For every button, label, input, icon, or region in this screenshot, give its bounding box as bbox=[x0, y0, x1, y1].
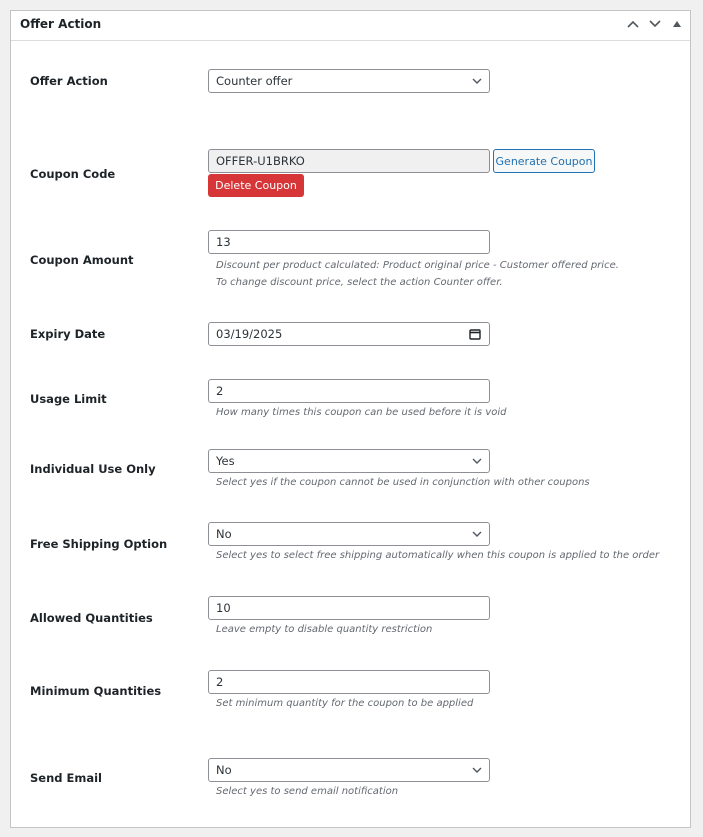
chevron-down-icon bbox=[472, 527, 482, 544]
minimum-quantities-value: 2 bbox=[216, 675, 224, 689]
individual-use-select[interactable] bbox=[208, 449, 490, 473]
panel-header bbox=[11, 11, 690, 41]
calendar-icon[interactable] bbox=[469, 328, 481, 343]
individual-use-desc: Select yes if the coupon cannot be used in conjunction with other coupons bbox=[216, 477, 590, 488]
chevron-down-icon bbox=[472, 74, 482, 91]
generate-coupon-button[interactable]: Generate Coupon bbox=[493, 149, 595, 173]
chevron-up-icon[interactable] bbox=[626, 17, 640, 31]
expiry-date-input[interactable] bbox=[208, 322, 490, 346]
coupon-amount-desc-2: To change discount price, select the action Counter offer. bbox=[216, 277, 503, 288]
coupon-code-input[interactable] bbox=[208, 149, 490, 173]
allowed-quantities-input[interactable] bbox=[208, 596, 490, 620]
coupon-amount-value: 13 bbox=[216, 235, 231, 249]
offer-action-panel bbox=[10, 10, 691, 828]
individual-use-value: Yes bbox=[216, 454, 235, 468]
delete-coupon-button[interactable]: Delete Coupon bbox=[208, 174, 304, 197]
free-shipping-select[interactable] bbox=[208, 522, 490, 546]
offer-action-value: Counter offer bbox=[216, 74, 293, 88]
usage-limit-label: Usage Limit bbox=[30, 392, 107, 406]
coupon-amount-label: Coupon Amount bbox=[30, 253, 134, 267]
send-email-value: No bbox=[216, 763, 232, 777]
send-email-desc: Select yes to send email notification bbox=[216, 786, 399, 797]
free-shipping-desc: Select yes to select free shipping automatically when this coupon is applied to the order bbox=[216, 550, 660, 561]
usage-limit-value: 2 bbox=[216, 384, 224, 398]
usage-limit-input[interactable] bbox=[208, 379, 490, 403]
minimum-quantities-input[interactable] bbox=[208, 670, 490, 694]
allowed-quantities-value: 10 bbox=[216, 601, 231, 615]
send-email-select[interactable] bbox=[208, 758, 490, 782]
coupon-amount-desc-1: Discount per product calculated: Product original price - Customer offered price. bbox=[216, 260, 619, 271]
minimum-quantities-label: Minimum Quantities bbox=[30, 684, 162, 698]
panel-title: Offer Action bbox=[20, 17, 102, 31]
coupon-code-value: OFFER-U1BRKO bbox=[216, 154, 305, 168]
individual-use-label: Individual Use Only bbox=[30, 462, 156, 476]
expiry-date-label: Expiry Date bbox=[30, 327, 106, 341]
offer-action-label: Offer Action bbox=[30, 74, 108, 88]
collapse-triangle-icon[interactable] bbox=[670, 17, 684, 31]
minimum-quantities-desc: Set minimum quantity for the coupon to be applied bbox=[216, 698, 474, 709]
allowed-quantities-desc: Leave empty to disable quantity restriction bbox=[216, 624, 433, 635]
free-shipping-label: Free Shipping Option bbox=[30, 537, 168, 551]
usage-limit-desc: How many times this coupon can be used before it is void bbox=[216, 407, 507, 418]
allowed-quantities-label: Allowed Quantities bbox=[30, 611, 153, 625]
free-shipping-value: No bbox=[216, 527, 232, 541]
chevron-down-icon bbox=[472, 454, 482, 471]
chevron-down-icon[interactable] bbox=[648, 17, 662, 31]
coupon-amount-input[interactable] bbox=[208, 230, 490, 254]
expiry-date-value: 03/19/2025 bbox=[216, 327, 283, 341]
coupon-code-label: Coupon Code bbox=[30, 167, 116, 181]
offer-action-select[interactable] bbox=[208, 69, 490, 93]
chevron-down-icon bbox=[472, 763, 482, 780]
send-email-label: Send Email bbox=[30, 771, 102, 785]
